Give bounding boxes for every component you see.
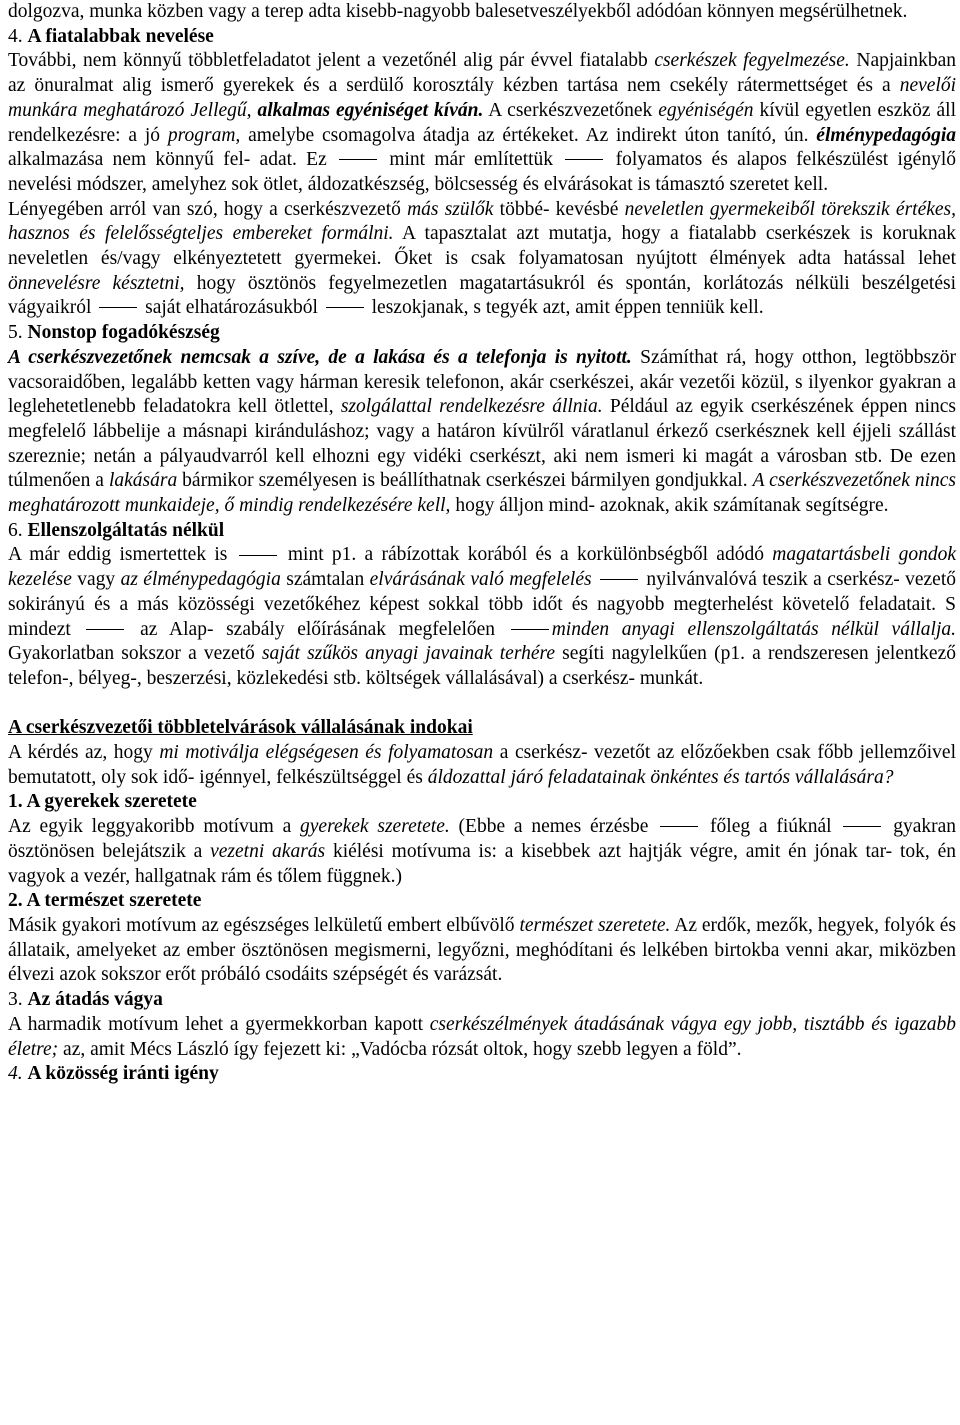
- paragraph-nonstop: A cserkészvezetőnek nemcsak a szíve, de a lakása és a telefonja is nyitott. Számíthat rá, hogy otthon, legtöbbször vacsoraidőben, legalább ketten vagy hárman keresik telefonon, akár cserkészei, akár vezetői közül, s ilyenkor gyakran a leglehetetlenebb feladatokra kell ötlettel, szolgálattal rendelkezésre állnia. Például az egyik cserkészének éppen nincs megfelelő lábbelije a másnapi kiránduláshoz; vagy a határon kívülről váratlanul érkező cserkésznek kell éjjeli szállást szereznie; netán a pályaudvarról kell elhozni egy vidéki cserkészt, aki nem ismeri ki magát a városban stb. De ezen túlmenően a lakására bármikor személyesen is beállíthatnak cserkészei bármilyen gondjukkal. A cserkészvezetőnek nincs meghatározott munkaideje, ő mindig rendelkezésére kell, hogy álljon mind- azoknak, akik számítanak segítségre.: [8, 346, 956, 517]
- em-dash: [843, 826, 881, 827]
- section-heading-2-termeszet: 2. A természet szeretete: [8, 890, 202, 912]
- section-heading-4-kozosseg: 4. A közösség iránti igény: [8, 1063, 219, 1085]
- paragraph-termeszet-szeretete: Másik gyakori motívum az egészséges lelkületű embert elbűvölő természet szeretete. Az erdők, mezők, hegyek, folyók és állataik, amelyeket az ember ösztönösen megismerni, legyőzni, meghódítani és lelkében birtokba venni akar, miközben élvezi azok sokszor erőt próbáló csodáits szépségét és varázsát.: [8, 915, 956, 986]
- em-dash: [86, 629, 124, 630]
- em-dash: [239, 555, 277, 556]
- paragraph-fiatalabbak-neveles: További, nem könnyű többletfeladatot jelent a vezetőnél alig pár évvel fiatalabb cserkészek fegyelmezése. Napjainkban az önuralmat alig ismerő gyerekek és a serdülő korosztály kézben tartása nem csekély rátermettséget és a nevelői munkára meghatározó Jellegű, alkalmas egyéniséget kíván. A cserkészvezetőnek egyéniségén kívül egyetlen eszköz áll rendelkezésre: a jó program, amelybe csomagolva átadja az értékeket. Az indirekt úton tanító, ún. élménypedagógia alkalmazása nem könnyű fel- adat. Ez mint már említettük folyamatos és alapos felkészülést igénylő nevelési módszer, amelyhez sok ötlet, áldozatkészség, bölcsesség és elvárásokat is támasztó szeretet kell.: [8, 50, 957, 195]
- section-title-tobbletelvarasok: A cserkészvezetői többletelvárások vállalásának indokai: [8, 717, 473, 739]
- em-dash: [565, 159, 603, 160]
- em-dash: [326, 307, 364, 308]
- em-dash: [339, 159, 377, 160]
- section-heading-4-fiatalabbak: 4. A fiatalabbak nevelése: [8, 25, 214, 47]
- em-dash: [600, 579, 638, 580]
- paragraph-intro: dolgozva, munka közben vagy a terep adta kisebb-nagyobb balesetveszélyekből adódóan könnyen megsérülhetnek.: [8, 1, 908, 22]
- section-heading-1-gyerekek: 1. A gyerekek szeretete: [8, 791, 197, 813]
- paragraph-kerdes: A kérdés az, hogy mi motiválja elégségesen és folyamatosan a cserkész- vezetőt az előzőekben csak főbb jellemzőivel bemutatott, oly sok idő- igénnyel, felkészültséggel és áldozattal járó feladatainak önkéntes és tartós vállalására?: [8, 742, 956, 788]
- em-dash: [99, 307, 137, 308]
- em-dash: [511, 629, 549, 630]
- paragraph-gyerekek-szeretete: Az egyik leggyakoribb motívum a gyerekek szeretete. (Ebbe a nemes érzésbe főleg a fiúknál gyakran ösztönösen belejátszik a vezetni akarás kiélési motívuma is: a kisebbek azt hajtják végre, amit én jónak tar- tok, én vagyok a vezér, hallgatnak rám és tőlem függnek.): [8, 816, 956, 887]
- paragraph-lenyegeben: Lényegében arról van szó, hogy a cserkészvezető más szülők többé- kevésbé neveletlen gyermekeiből törekszik értékes, hasznos és felelősségteljes embereket formálni. A tapasztalat azt mutatja, hogy a fiatalabb cserkészek is koruknak neveletlen és/vagy elkényeztetett gyermekei. Őket is csak folyamatosan nyújtott élmények adta hatással lehet önnevelésre késztetni, hogy ösztönös fegyelmezetlen magatartásukról és spontán, korlátozás nélküli beszélgetési vágyaikról saját elhatározásukból leszokjanak, s tegyék azt, amit éppen tenniük kell.: [8, 198, 957, 319]
- section-heading-5-nonstop: 5. Nonstop fogadókészség: [8, 322, 220, 344]
- section-heading-3-atadas: 3. Az átadás vágya: [8, 989, 163, 1011]
- paragraph-atadas-vagya: A harmadik motívum lehet a gyermekkorban kapott cserkészélmények átadásának vágya egy jobb, tisztább és igazabb életre; az, amit Mécs László így fejezett ki: „Vadócba rózsát oltok, hogy szebb legyen a föld”.: [8, 1013, 956, 1060]
- section-heading-6-ellenszolgaltatas: 6. Ellenszolgáltatás nélkül: [8, 519, 225, 541]
- paragraph-ellenszolgaltatas: A már eddig ismertettek is mint p1. a rábízottak korából és a korkülönbségből adódó magatartásbeli gondok kezelése vagy az élménypedagógia számtalan elvárásának való megfelelés nyilvánvalóvá teszik a cserkész- vezető sokirányú és a más közösségi vezetőkéhez képest sokkal több időt és nagyobb megterhelést követelő feladatait. S mindezt az Alap- szabály előírásának megfelelően minden anyagi ellenszolgáltatás nélkül vállalja. Gyakorlatban sokszor a vezető saját szűkös anyagi javainak terhére segíti nagylelkűen (p1. a rendszeresen jelentkező telefon-, bélyeg-, beszerzési, közlekedési stb. költségek vállalásával) a cserkész- munkát.: [8, 544, 957, 689]
- em-dash: [660, 826, 698, 827]
- blank-line: [8, 692, 956, 717]
